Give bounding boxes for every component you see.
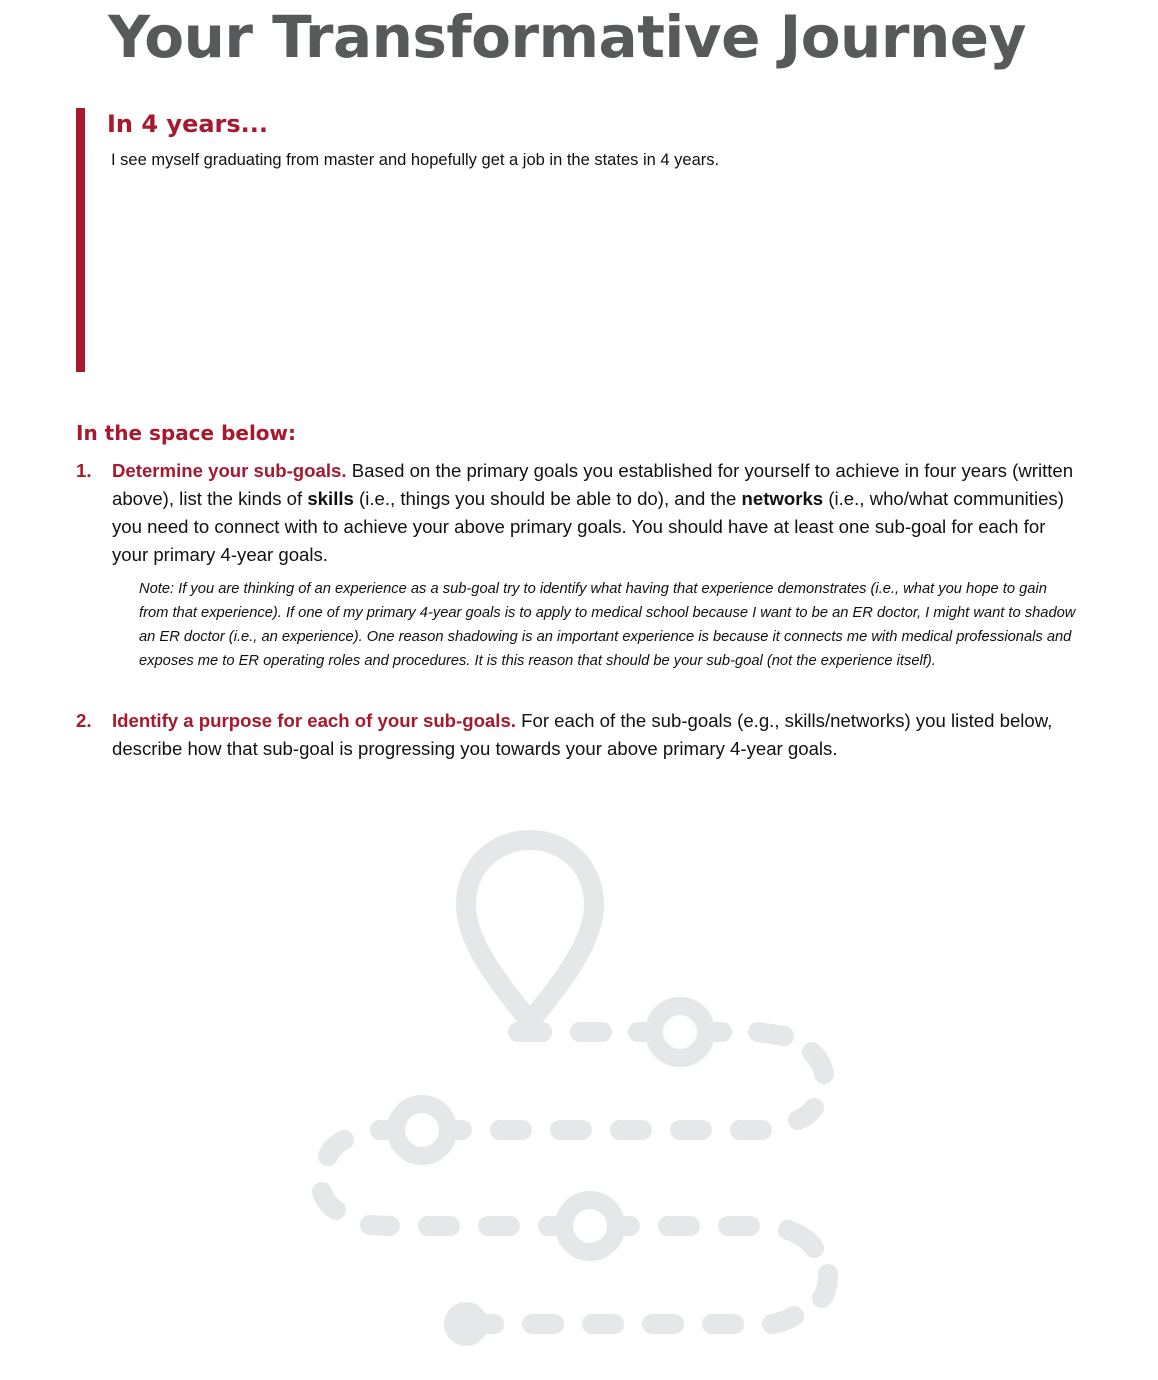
journey-path-icon <box>300 820 860 1360</box>
path-curve <box>798 1108 814 1120</box>
path-curve <box>822 1274 828 1298</box>
instruction-text-part: (i.e., things you should be able to do), and the <box>353 488 742 509</box>
goal-answer-field[interactable]: I see myself graduating from master and hopefully get a job in the states in 4 years. <box>111 151 720 169</box>
path-start-dot <box>444 1302 488 1346</box>
milestone-ring <box>564 1200 616 1252</box>
four-year-goal-section <box>76 108 1076 372</box>
path-curve <box>788 1230 814 1248</box>
instruction-bold-skills: skills <box>307 488 354 509</box>
instruction-number: 1. <box>76 460 92 481</box>
milestone-ring <box>396 1104 448 1156</box>
path-curve <box>322 1192 336 1210</box>
instruction-note: Note: If you are thinking of an experience as a sub-goal try to identify what having that experience demonstrates (i.e., what you hope to gain from that experience). If one of my primary 4-year goals is to apply to medical school because I want to be an ER doctor, I might want to shadow an ER doctor (i.e., an experience). One reason shadowing is an important experience is because it connects me with medical professionals and exposes me to ER operating roles and procedures. It is this reason that should be your sub-goal (not the experience itself). <box>139 581 1076 669</box>
path-curve <box>772 1316 794 1324</box>
instruction-lead: Determine your sub-goals. <box>112 460 347 481</box>
instruction-text <box>112 457 1076 569</box>
path-curve <box>328 1140 344 1156</box>
page-title: Your Transformative Journey <box>108 3 1026 71</box>
path-curve <box>812 1052 824 1074</box>
instruction-text-part: Based on the primary goals you established for yourself to achieve in four years (written above), list the kinds of <box>112 460 1074 509</box>
instruction-text-part: For each of the sub-goals (e.g., skills/networks) you listed below, describe how that sub-goal is progressing you towards your above primary 4-year goals. <box>112 710 1053 759</box>
instruction-bold-networks: networks <box>741 488 824 509</box>
path-dash <box>758 1032 784 1036</box>
instruction-lead: Identify a purpose for each of your sub-goals. <box>112 710 516 731</box>
instruction-text-part: (i.e., who/what communities) you need to connect with to achieve your above primary goals. You should have at least one sub-goal for each for your primary 4-year goals. <box>112 488 1064 565</box>
instruction-text <box>112 707 1076 763</box>
milestone-ring <box>654 1006 706 1058</box>
goal-heading: In 4 years... <box>107 110 269 138</box>
instruction-item-subgoals <box>76 457 1076 569</box>
instructions-heading: In the space below: <box>76 421 297 445</box>
instruction-number: 2. <box>76 710 92 731</box>
instruction-item-purpose <box>76 707 1076 763</box>
path-dash <box>370 1225 390 1226</box>
pin-shape <box>466 840 594 1022</box>
accent-bar <box>76 108 85 372</box>
